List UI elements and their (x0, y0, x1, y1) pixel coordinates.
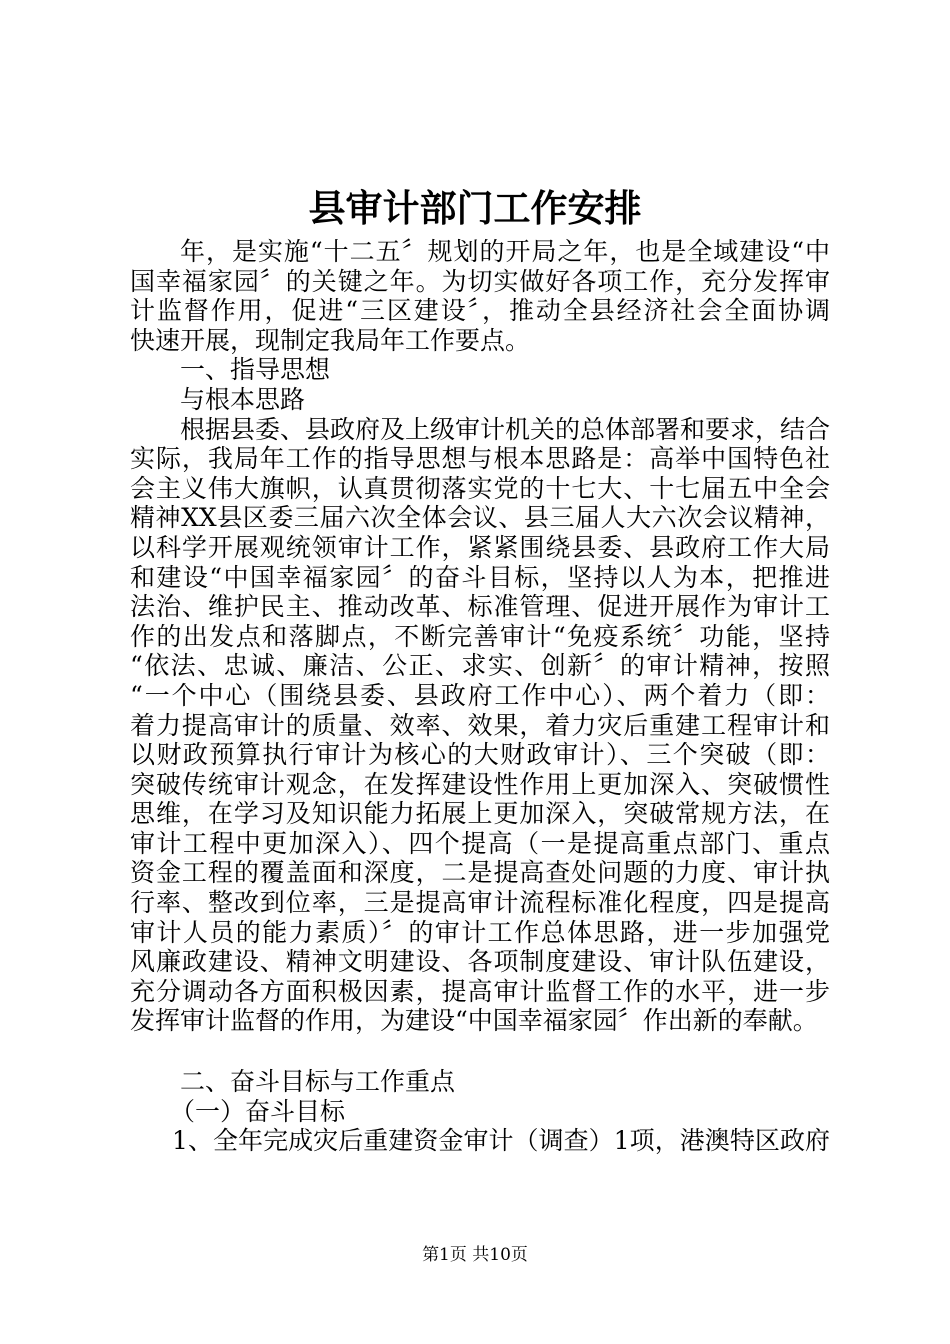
paragraph-line: 行率、整改到位率，三是提高审计流程标准化程度，四是提高 (130, 888, 830, 918)
paragraph-line: 1、全年完成灾后重建资金审计（调查）1项，港澳特区政府 (172, 1126, 830, 1156)
paragraph-line: “一个中心（围绕县委、县政府工作中心）、两个着力（即： (130, 680, 830, 710)
section-heading: 与根本思路 (180, 384, 306, 414)
paragraph-gap (130, 1036, 830, 1067)
paragraph-line: 着力提高审计的质量、效率、效果，着力灾后重建工程审计和 (130, 710, 830, 740)
document-title: 县审计部门工作安排 (308, 186, 642, 230)
section-heading: 一、指导思想 (180, 355, 331, 385)
paragraph-line: 国幸福家园〞的关键之年。为切实做好各项工作，充分发挥审 (130, 266, 830, 296)
paragraph-line: 年，是实施“十二五〞规划的开局之年，也是全域建设“中 (180, 237, 830, 266)
paragraph-line: 精神XX县区委三届六次全体会议、县三届人大六次会议精神， (130, 503, 830, 533)
paragraph-line: 发挥审计监督的作用，为建设“中国幸福家园〞作出新的奉献。 (130, 1006, 818, 1036)
paragraph-line: 风廉政建设、精神文明建设、各项制度建设、审计队伍建设， (130, 947, 830, 977)
paragraph-line: 以财政预算执行审计为核心的大财政审计）、三个突破（即： (130, 740, 830, 770)
paragraph-line: 计监督作用，促进“三区建设〞，推动全县经济社会全面协调 (130, 296, 830, 326)
paragraph-line: 思维，在学习及知识能力拓展上更加深入，突破常规方法，在 (130, 799, 830, 829)
paragraph-line: 实际，我局年工作的指导思想与根本思路是：高举中国特色社 (130, 444, 830, 474)
subsection-heading: （一）奋斗目标 (170, 1096, 346, 1126)
section-heading: 二、奋斗目标与工作重点 (180, 1067, 456, 1097)
paragraph-line: 审计工程中更加深入）、四个提高（一是提高重点部门、重点 (130, 828, 830, 858)
paragraph-line: 根据县委、县政府及上级审计机关的总体部署和要求，结合 (180, 414, 831, 444)
paragraph-line: 审计人员的能力素质）〞的审计工作总体思路，进一步加强党 (130, 917, 830, 947)
page-number: 第1页 共10页 (422, 1245, 528, 1265)
paragraph-line: 会主义伟大旗帜，认真贯彻落实党的十七大、十七届五中全会 (130, 473, 830, 503)
paragraph-line: 和建设“中国幸福家园〞的奋斗目标，坚持以人为本，把推进 (130, 562, 830, 592)
paragraph-line: 法治、维护民主、推动改革、标准管理、促进开展作为审计工 (130, 592, 830, 622)
paragraph-line: 资金工程的覆盖面和深度，二是提高查处问题的力度、审计执 (130, 858, 830, 888)
paragraph-line: “依法、忠诚、廉洁、公正、求实、创新〞的审计精神，按照 (130, 651, 830, 681)
paragraph-line: 快速开展，现制定我局年工作要点。 (130, 325, 531, 355)
paragraph-line: 突破传统审计观念，在发挥建设性作用上更加深入、突破惯性 (130, 769, 830, 799)
paragraph-line: 充分调动各方面积极因素，提高审计监督工作的水平，进一步 (130, 976, 830, 1006)
paragraph-line: 作的出发点和落脚点，不断完善审计“免疫系统〞功能，坚持 (130, 621, 830, 651)
document-body (130, 237, 830, 1156)
paragraph-line: 以科学开展观统领审计工作，紧紧围绕县委、县政府工作大局 (130, 532, 830, 562)
